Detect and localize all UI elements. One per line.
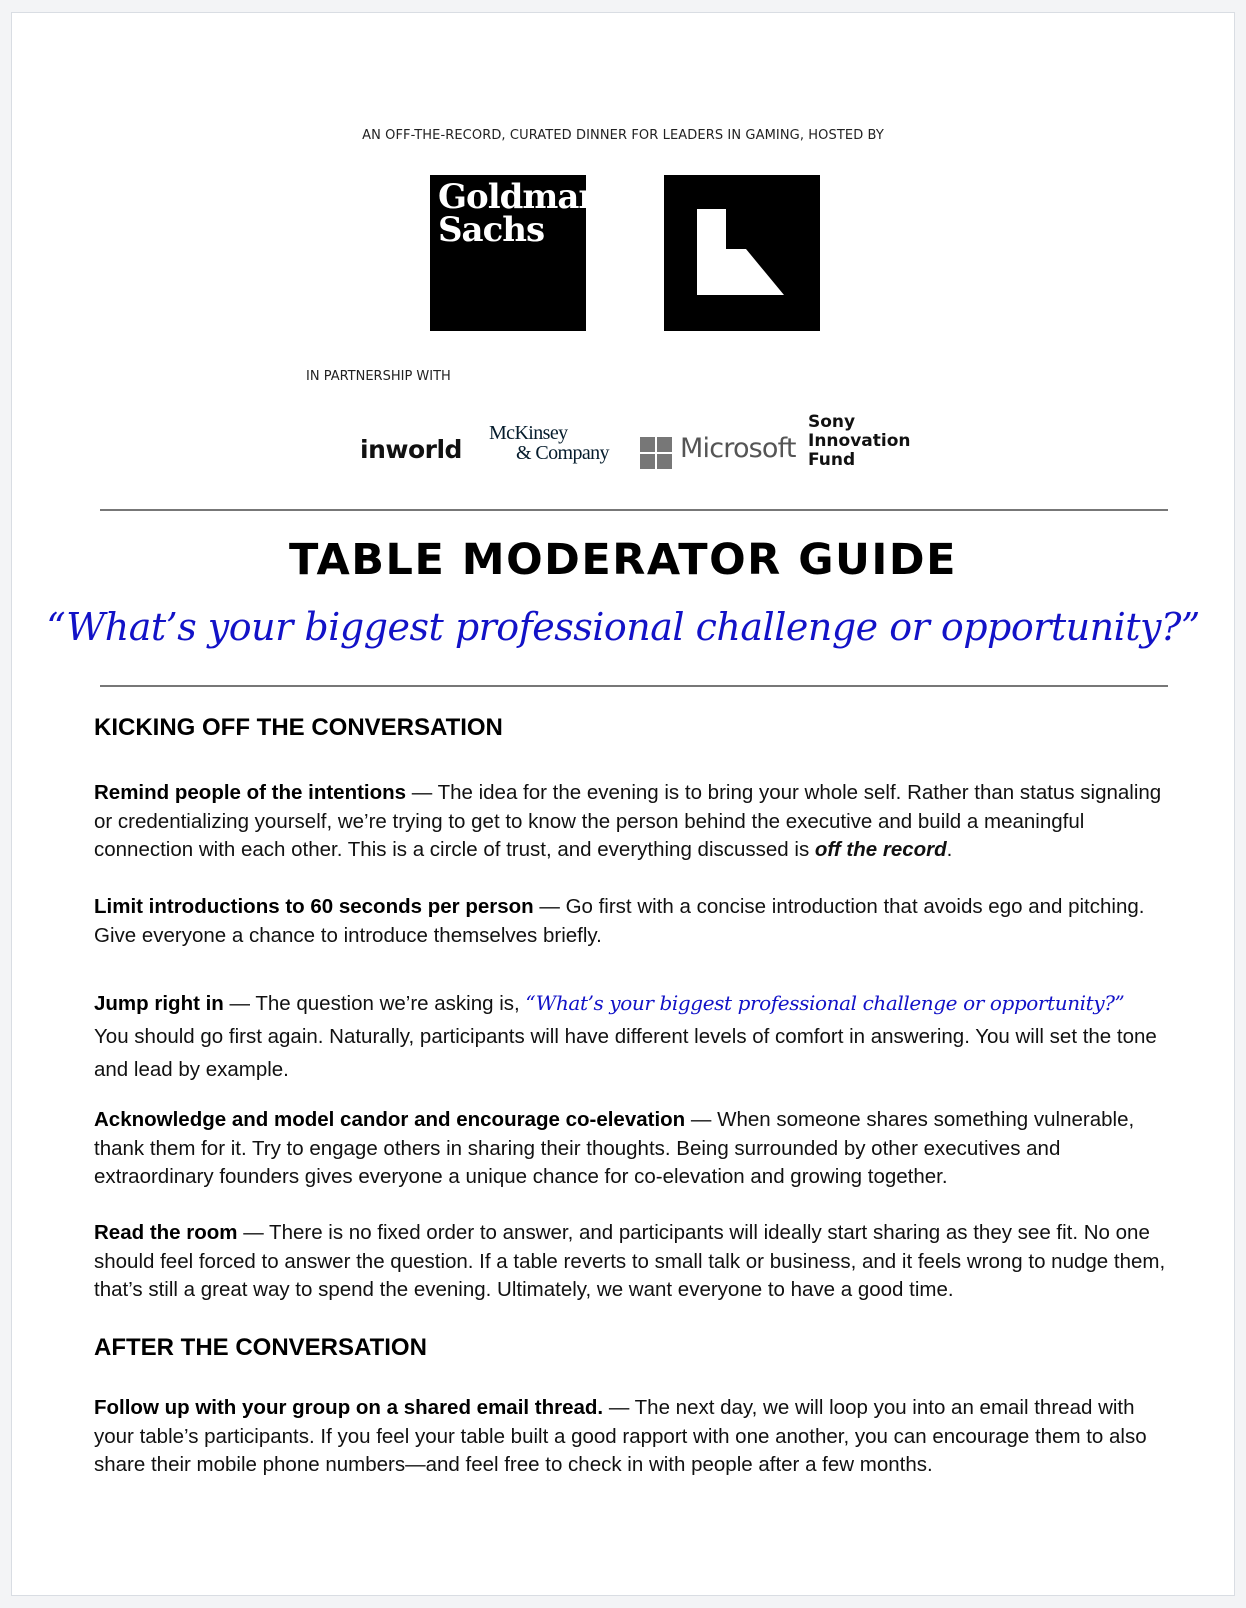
guide-item: Jump right in — The question we’re asking is, “What’s your biggest professional challenge or opportunity?” You should go first again. Naturally, participants will have different levels of comfort in answering. You will set the tone and lead by example. bbox=[94, 991, 1157, 1081]
guide-item: Remind people of the intentions — The idea for the evening is to bring your whole self. Rather than status signaling or credentializing yourself, we’re trying to get to know the person behind the executive and build a meaningful connection with each other. This is a circle of trust, and everything discussed is off the record. bbox=[94, 781, 1162, 861]
event-tagline: AN OFF-THE-RECORD, CURATED DINNER FOR LEADERS IN GAMING, HOSTED BY bbox=[362, 128, 884, 143]
guide-item: Read the room — There is no fixed order to answer, and participants will ideally start sharing as they see fit. No one should feel forced to answer the question. If a table reverts to small talk or business, and it feels wrong to nudge them, that’s still a great way to spend the evening. Ultimately, we want everyone to have a good time. bbox=[94, 1221, 1166, 1301]
guide-item: Acknowledge and model candor and encourage co-elevation — When someone shares something vulnerable, thank them for it. Try to engage others in sharing their thoughts. Being surrounded by other executives and extraordinary founders gives everyone a unique chance for co-elevation and growing together. bbox=[94, 1108, 1135, 1188]
section-heading-kickoff: KICKING OFF THE CONVERSATION bbox=[94, 714, 503, 741]
section-heading-after: AFTER THE CONVERSATION bbox=[94, 1334, 427, 1361]
sony-innovation-fund-logo: Sony Innovation Fund bbox=[808, 412, 911, 470]
goldman-logo-line1: Goldman bbox=[438, 177, 603, 217]
mckinsey-logo bbox=[489, 423, 609, 463]
divider-top bbox=[100, 509, 1168, 511]
l-host-logo bbox=[664, 175, 820, 331]
goldman-logo-line2: Sachs bbox=[438, 210, 545, 250]
partner-logos bbox=[12, 413, 1234, 483]
guide-item: Follow up with your group on a shared email thread. — The next day, we will loop you into an email thread with your table’s participants. If you feel your table built a good rapport with one another, you can encourage them to also share their mobile phone numbers—and feel free to check in with people after a few months. bbox=[94, 1396, 1147, 1476]
microsoft-squares-icon bbox=[640, 437, 672, 469]
microsoft-logo: Microsoft bbox=[680, 433, 796, 464]
page-title: TABLE MODERATOR GUIDE bbox=[289, 535, 957, 585]
guide-item: Limit introductions to 60 seconds per person — Go first with a concise introduction that avoids ego and pitching. Give everyone a chance to introduce themselves briefly. bbox=[94, 895, 1145, 947]
l-logo-icon bbox=[664, 175, 820, 331]
divider-bottom bbox=[100, 685, 1168, 687]
goldman-sachs-logo bbox=[430, 175, 603, 331]
document-page bbox=[11, 12, 1235, 1596]
inline-question: “What’s your biggest professional challenge or opportunity?” bbox=[525, 991, 1125, 1015]
mckinsey-line2: & Company bbox=[516, 442, 609, 464]
partnership-label: IN PARTNERSHIP WITH bbox=[306, 369, 451, 384]
guiding-question: “What’s your biggest professional challenge or opportunity?” bbox=[46, 605, 1200, 649]
mckinsey-line1: McKinsey bbox=[489, 422, 568, 444]
inworld-logo: inworld bbox=[360, 435, 462, 464]
